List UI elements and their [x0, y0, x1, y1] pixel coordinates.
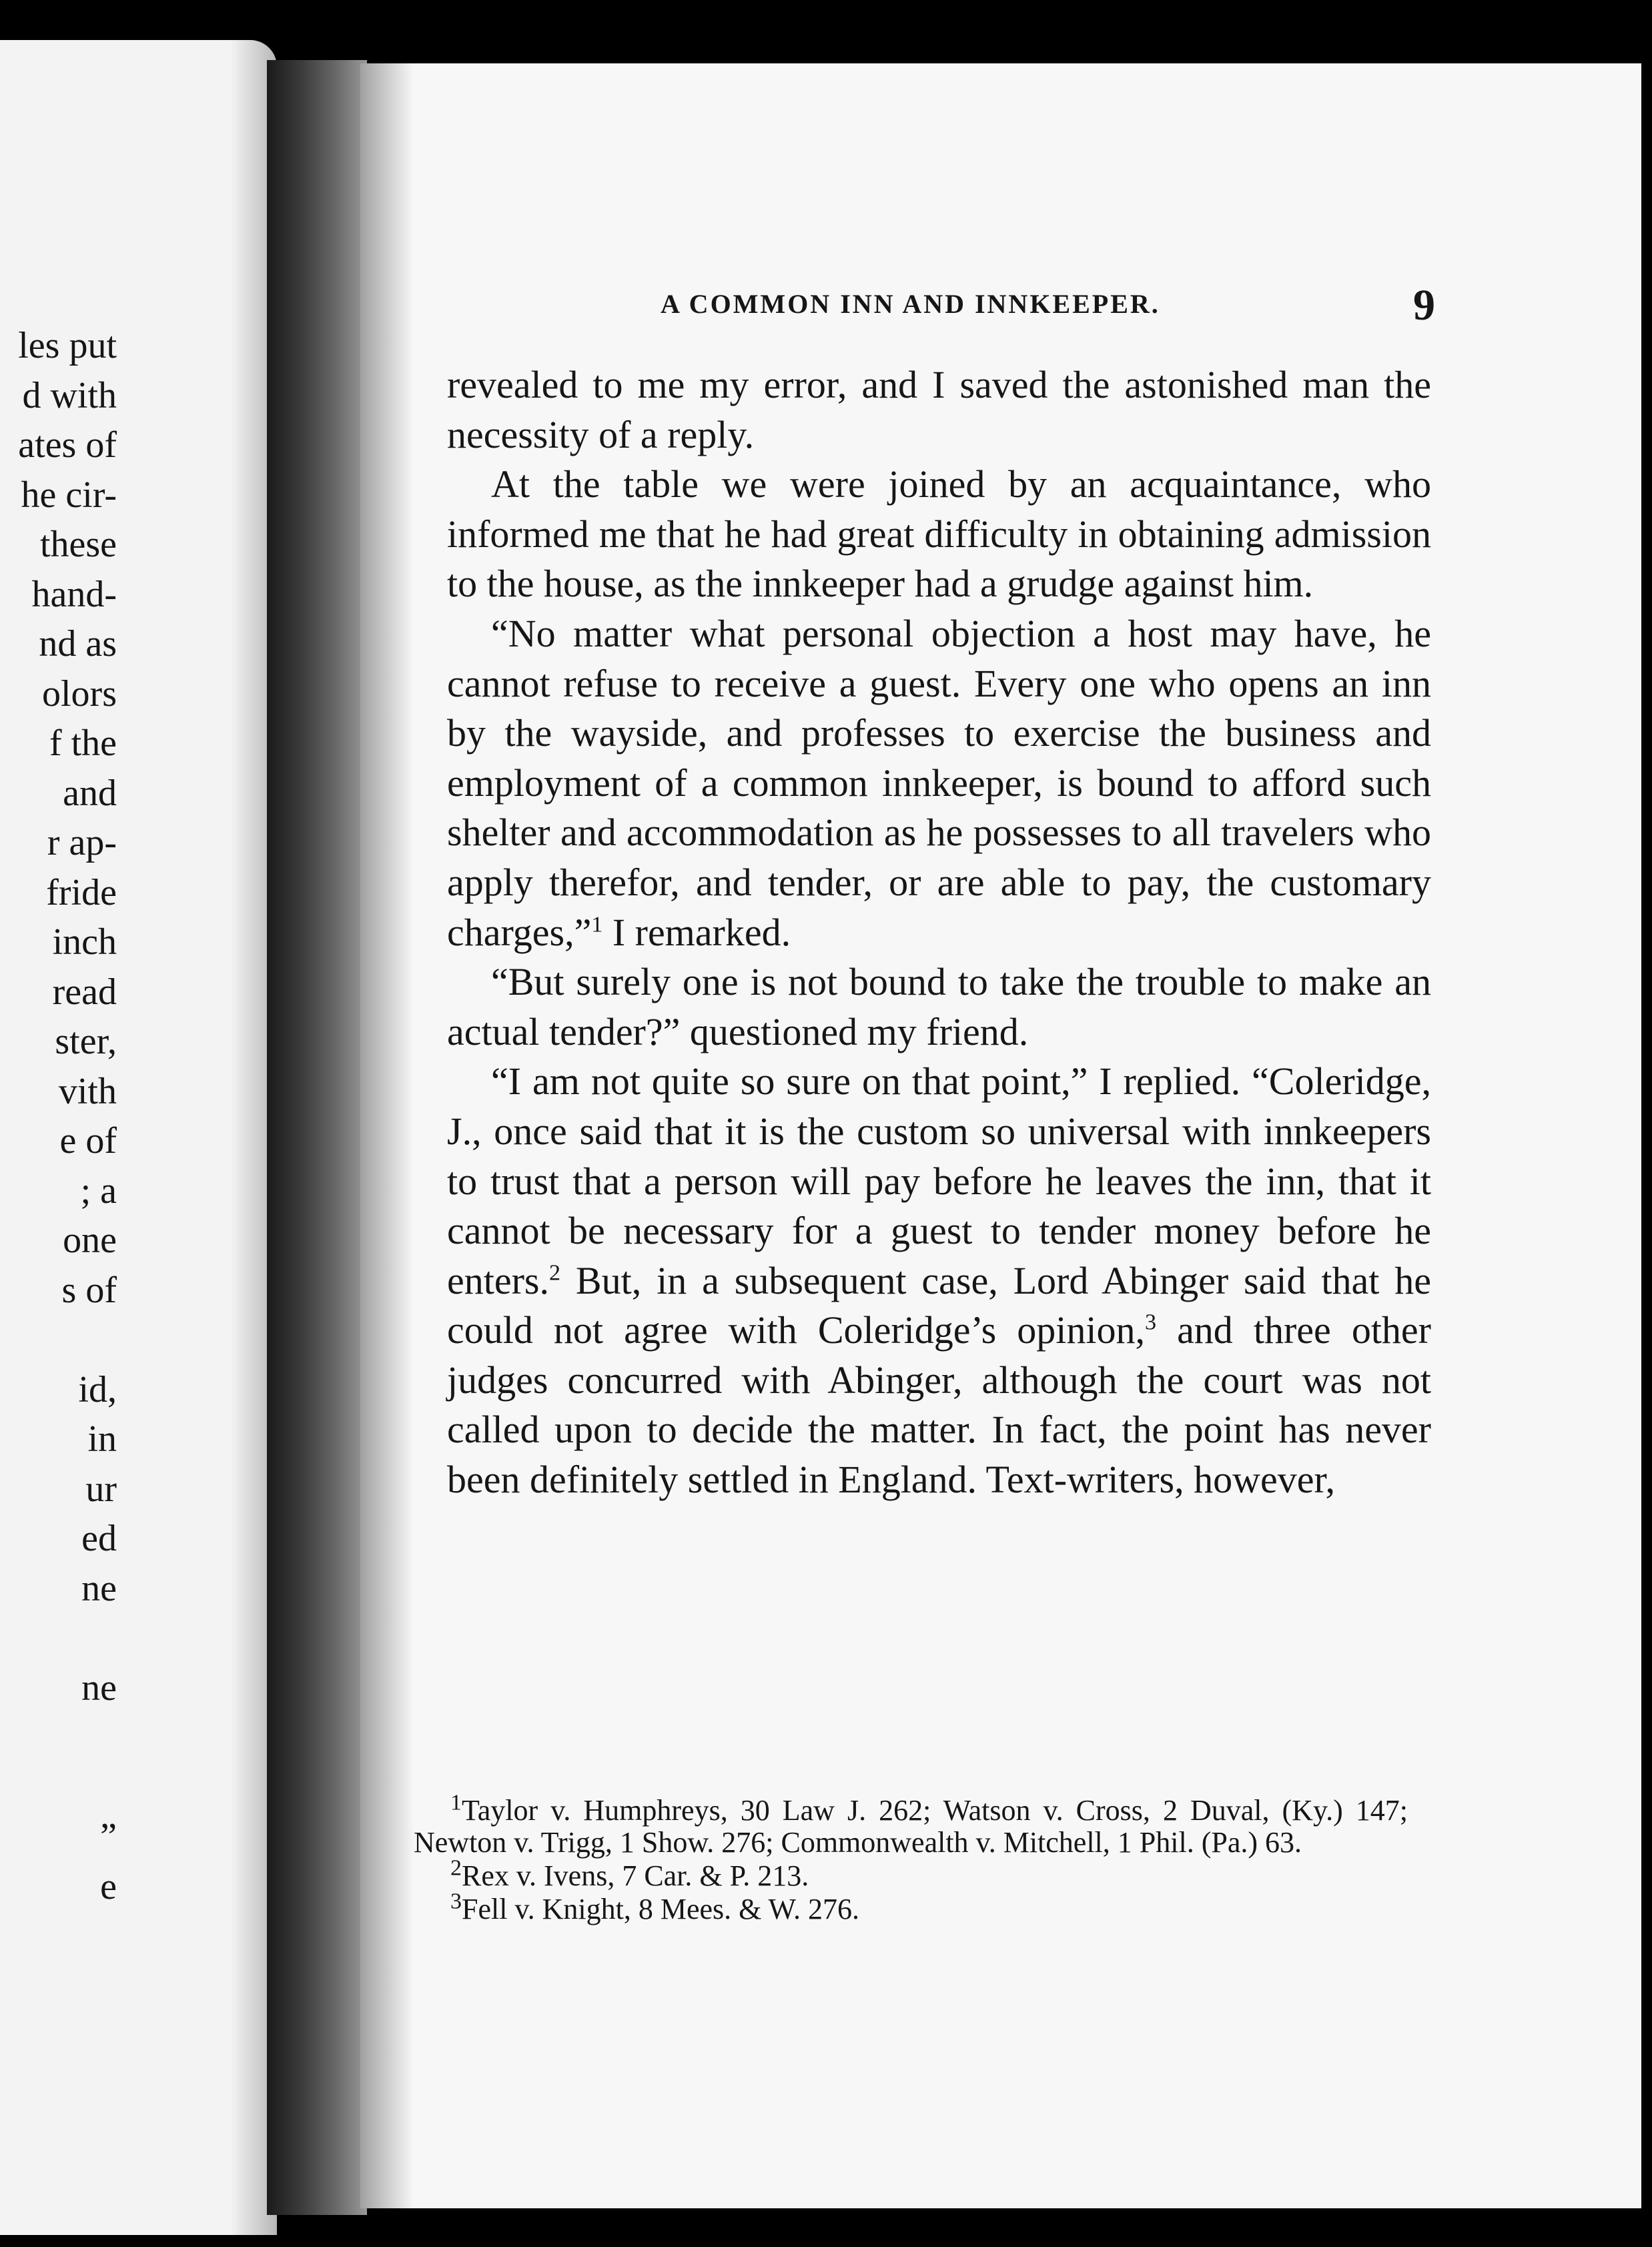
facing-page	[0, 40, 277, 2235]
facing-page-line: e of	[59, 1120, 117, 1162]
footnote-mark: 2	[450, 1855, 462, 1881]
facing-page-line: inch	[52, 921, 117, 963]
footnote-ref-1: 1	[591, 912, 603, 937]
page-edge-shadow	[360, 63, 414, 2208]
facing-page-line: in	[87, 1418, 117, 1460]
paragraph-5-text-a: “I am not quite so sure on that point,” I replied. “Coleridge, J., once said that it is the custom so universal with innkeepers to trust that a person will pay before he leaves the inn, that it cannot be necessary for a guest to tender money before he enters.	[447, 1059, 1431, 1302]
paragraph-5-text-b: But, in a subsequent case, Lord Abinger said that he could not agree with Coleridge’s opinion,	[447, 1258, 1431, 1352]
footnote-text: Taylor v. Humphreys, 30 Law J. 262; Watson v. Cross, 2 Duval, (Ky.) 147; Newton v. Trigg, 1 Show. 276; Commonwealth v. Mitchell, 1 Phil. (Pa.) 63.	[414, 1794, 1408, 1859]
facing-page-line: s of	[61, 1269, 117, 1311]
facing-page-line: vith	[58, 1070, 117, 1112]
facing-page-line: d with	[22, 374, 117, 416]
footnote-text: Fell v. Knight, 8 Mees. & W. 276.	[462, 1893, 860, 1925]
facing-page-line: r ap-	[47, 822, 117, 863]
paragraph-3-text: “No matter what personal objection a host may have, he cannot refuse to receive a guest. Every one who opens an inn by the wayside, and professes to exercise the business and employment of a common innkeeper, is bound to afford such shelter and accommodation as he possesses to all travelers who apply therefor, and tender, or are able to pay, the customary charges,”	[447, 611, 1431, 954]
paragraph-1: revealed to me my error, and I saved the astonished man the necessity of a reply.	[447, 363, 1431, 456]
facing-page-line: olors	[42, 672, 117, 715]
facing-page-line: ; a	[80, 1170, 117, 1212]
facing-page-line: ne	[81, 1667, 117, 1709]
footnote-mark: 1	[450, 1790, 462, 1815]
footnote-ref-3: 3	[1145, 1310, 1157, 1335]
book-spine-gutter	[267, 60, 367, 2215]
body-text	[447, 360, 1431, 1505]
page-number: 9	[1413, 281, 1435, 330]
facing-page-line: ne	[81, 1567, 117, 1609]
facing-page-line: read	[52, 971, 117, 1013]
facing-page-line: ed	[81, 1518, 117, 1559]
facing-page-line: one	[63, 1220, 117, 1261]
facing-page-line: id,	[78, 1368, 117, 1410]
facing-page-line: f the	[49, 723, 117, 764]
footnote-ref-2: 2	[549, 1260, 560, 1286]
facing-page-line: ”	[100, 1816, 117, 1857]
facing-page-line: and	[63, 772, 117, 814]
paragraph-3-end: I remarked.	[602, 910, 791, 954]
footnote-3	[414, 1889, 1408, 1925]
paragraph-4: “But surely one is not bound to take the trouble to make an actual tender?” questioned my friend.	[447, 960, 1431, 1053]
footnote-mark: 3	[450, 1889, 462, 1914]
facing-page-line: ster,	[55, 1021, 117, 1062]
footnote-text: Rex v. Ivens, 7 Car. & P. 213.	[462, 1859, 809, 1892]
facing-page-line: ates of	[18, 424, 117, 466]
facing-page-line: he cir-	[21, 474, 117, 516]
paragraph-2: At the table we were joined by an acquaintance, who informed me that he had great difficulty in obtaining admission to the house, as the innkeeper had a grudge against him.	[447, 462, 1431, 606]
facing-page-line: ur	[85, 1468, 117, 1510]
facing-page-line: these	[39, 524, 117, 565]
facing-page-line: les put	[18, 325, 117, 366]
footnotes	[414, 1790, 1408, 1927]
paragraph-5-text-c: and three other judges concurred with Abinger, although the court was not called upon to decide the matter. In fact, the point has never been definitely settled in England. Text-writers, however,	[447, 1308, 1431, 1502]
paragraph-5	[447, 1057, 1431, 1504]
running-head: A COMMON INN AND INNKEEPER.	[661, 289, 1160, 319]
facing-page-line: hand-	[31, 573, 117, 615]
footnote-2	[414, 1855, 1408, 1892]
facing-page-line: nd as	[39, 623, 117, 664]
facing-page-line: e	[100, 1865, 117, 1907]
footnote-1	[414, 1790, 1408, 1859]
facing-page-line: fride	[46, 871, 117, 913]
paragraph-3	[447, 609, 1431, 957]
